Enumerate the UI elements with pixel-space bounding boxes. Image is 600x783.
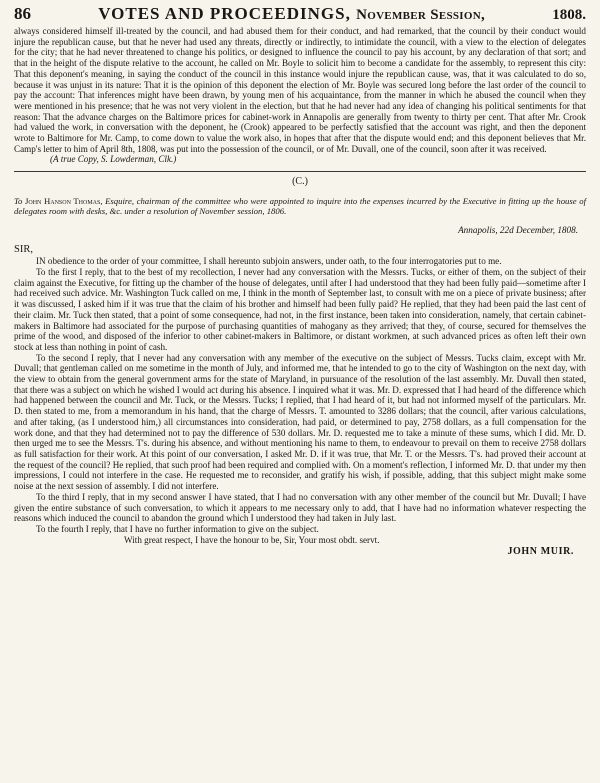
attestation: (A true Copy, S. Lowderman, Clk.) (50, 154, 177, 165)
deposition-paragraph: always considered himself ill-treated by the council, and had abused them for their conduct, and had remarked, that the council by their conduct would injure the republican cause, but that he never had used any threats, directly or indirectly, to intimidate the council, with a view to the election of delegates for the city; that he had never threatened to change his politics, or designed to influence the council to pay his account, by any declaration of that sort; and that in the height of the dispute relative to the account, he called on Mr. Boyle to solicit him to become a candidate for the assembly, to represent this city: That this deponent's meaning, in saying the conduct of the council in this instance would injure the republican cause, was, that it was calculated to do so, because it was unjust in its nature: That it is the opinion of this deponent the election of Mr. Boyle was secured long before the last order of the council to pay the account: That inferences might have been drawn, by young men of his acquaintance, from the manner in which he abused the council when they were mentioned in his presence; that he was not very violent in the election, but that he had never had any idea of changing his political sentiments for that reason: That the advance charges on the Baltimore prices for cabinet-work in Annapolis are generally from twenty to thirty per cent. That after Mr. Crook had valued the work, in conversation with the deponent, he (Crook) appeared to be perfectly satisfied that the account was right, and then the deponent wrote to Baltimore for Mr. Camp, to come down to value the work also, in hopes that after that the dispute would end; and this deponent believes that Mr. Camp's letter to him of April 8th, 1808, was put into the possession of the council, or of Mr. Duvall, one of the council, soon after it was received. (14, 26, 586, 154)
dedication-rest: Esquire, chairman of the committee who were appointed to inquire into the expenses incurred by the Executive in fitting up the house of delegates room with desks, &c. under a resolution of November session, 1806. (14, 195, 586, 217)
running-title (98, 4, 485, 24)
dedication-prefix: To (14, 195, 25, 206)
session-label: November Session, (356, 7, 486, 23)
place-date: Annapolis, 22d December, 1808. (458, 225, 578, 236)
dedication-name: John Hanson Thomas, (24, 195, 103, 206)
page-header (14, 4, 586, 26)
letter-paragraph: To the third I reply, that in my second answer I have stated, that I had no conversation with any other member of the council but Mr. Duvall; I have given the entire substance of such conversation, to which it appears to me necessary only to add, that I have had no information whatever respecting the reasons which induced the council to abandon the ground which I understood they had taken in July last. (14, 491, 586, 524)
signature: JOHN MUIR. (507, 546, 574, 558)
letter-body (14, 256, 586, 534)
letter-paragraph: To the first I reply, that to the best of my recollection, I never had any conversation with the Messrs. Tucks, or either of them, on the subject of their claim against the Executive, for fitting up the chamber of the house of delegates, until after I had understood that they had been fully paid—sometime after I had received such advice. Mr. Washington Tuck called on me, I think in the month of September last, to consult with me on a piece of private business; after it was discussed, I asked him if it was true that the claim of his brother and himself had been fully paid? He replied, that they had been paid the last cent of their claim. Mr. Tuck then stated, that a point of some consequence, had not, in the first instance, been taken into consideration, namely, that certain cabinet-makers in Baltimore had associated for the purpose of purchasing quantities of mahogany as they arrived; that they, of course, secured for themselves the prime of the wood, and disposed of the inferior to other cabinet-makers in Baltimore, or distant workmen, at such advanced prices as often left their own stock at less than nothing in point of cash. (14, 267, 586, 352)
running-title-text: VOTES AND PROCEEDINGS, (98, 4, 351, 23)
dedication (14, 196, 586, 217)
page-year: 1808. (552, 7, 586, 23)
salutation: SIR, (14, 244, 33, 256)
deposition-block (14, 26, 586, 165)
letter-paragraph: IN obedience to the order of your committee, I shall hereunto subjoin answers, under oath, to the four interrogatories put to me. (36, 256, 502, 267)
appendix-c (14, 176, 586, 557)
appendix-label: (C.) (292, 176, 308, 188)
letter-paragraph: To the fourth I reply, that I have no further information to give on the subject. (36, 523, 319, 534)
closing-line: With great respect, I have the honour to be, Sir, Your most obdt. servt. (124, 534, 380, 545)
letter-paragraph: To the second I reply, that I never had any conversation with any member of the executive on the subject of Messrs. Tucks claim, except with Mr. Duvall; that gentleman called on me sometime in the month of July, and informed me, that he intended to go to the city of Washington on the next day, with the view to obtain from the general government arms for the state of Maryland, in pursuance of the resolution of the last assembly. Mr. Duvall then stated, that there was a subject on which he wished I would act during his absence. I inquired what it was. Mr. D. expressed that I had heard of the difference which had happened between the council and Mr. Tuck, or the Messrs. Tucks; I replied, that I had heard of it, but had not informed myself of the particulars. Mr. D. then stated to me, from a memorandum in his hand, that the charge of Messrs. T. amounted to 3286 dollars; that the council, after various calculations, and after taking, (as I understood him,) all circumstances into consideration, had paid, or determined to pay, 2758 dollars, as a full compensation for the work done, and that they had determined not to pay the difference of 530 dollars. Mr. D. requested me to take a minute of these sums, which I did. Mr. D. then urged me to see the Messrs. T's. during his absence, and without mentioning his name to them, to endeavour to prevail on them to receive 2758 dollars as full satisfaction for their work. At this point of our conversation, I asked Mr. D. if it was true, that Mr. T. or the Messrs. T's. had proved their account at the request of the council? He replied, that such proof had been required and complied with. On a moment's reflection, I informed Mr. D. that under my then impressions, I could not interfere in the case. He requested me to reconsider, and gratify his wish, if possible, adding, that this subject might make some noise at the next session of assembly. I did not interfere. (14, 352, 586, 492)
page-number: 86 (14, 4, 31, 23)
section-divider (14, 171, 586, 172)
